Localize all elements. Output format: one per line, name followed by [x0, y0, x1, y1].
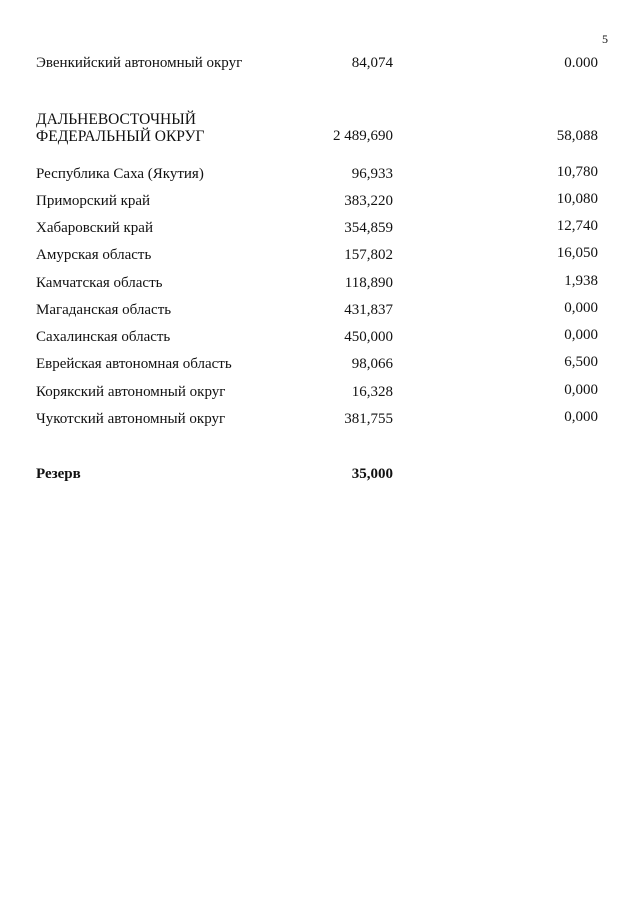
- district-total-value-2: 58,088: [556, 128, 598, 144]
- reserve-row: [0, 466, 640, 486]
- table-row: [0, 302, 640, 322]
- table-row: [0, 356, 640, 376]
- value-column-1: 450,000: [344, 329, 393, 345]
- value-column-1: 431,837: [344, 302, 393, 318]
- value-column-1: 98,066: [351, 356, 393, 372]
- district-heading-line-1: ДАЛЬНЕВОСТОЧНЫЙ: [36, 111, 196, 128]
- reserve-value: 35,000: [351, 466, 393, 482]
- value-column-1: 383,220: [344, 193, 393, 209]
- value-column-1: 354,859: [344, 220, 393, 236]
- table-row: [0, 329, 640, 349]
- region-name: Республика Саха (Якутия): [36, 166, 204, 182]
- value-column-2: 16,050: [556, 245, 598, 261]
- reserve-label: Резерв: [36, 466, 81, 482]
- value-column-2: 0,000: [564, 382, 598, 398]
- value-column-2: 6,500: [564, 354, 598, 370]
- value-column-2: 0,000: [564, 409, 598, 425]
- district-total-row: [0, 128, 640, 148]
- table-row: [0, 384, 640, 404]
- value-column-2: 10,780: [556, 164, 598, 180]
- value-column-2: 12,740: [556, 218, 598, 234]
- region-name: Хабаровский край: [36, 220, 153, 236]
- region-name: Чукотский автономный округ: [36, 411, 226, 427]
- value-column-1: 118,890: [344, 275, 393, 291]
- region-name: Еврейская автономная область: [36, 356, 232, 372]
- region-name: Сахалинская область: [36, 329, 171, 345]
- table-row: [0, 275, 640, 295]
- value-column-2: 0,000: [564, 300, 598, 316]
- value-column-1: 157,802: [344, 247, 393, 263]
- region-name: Магаданская область: [36, 302, 172, 318]
- region-name: Эвенкийский автономный округ: [36, 55, 243, 71]
- table-row-evenki: [0, 55, 640, 75]
- value-column-2: 10,080: [556, 191, 598, 207]
- value-column-2: 0.000: [564, 55, 598, 71]
- district-heading-line-2: ФЕДЕРАЛЬНЫЙ ОКРУГ: [36, 128, 205, 145]
- value-column-1: 381,755: [344, 411, 393, 427]
- table-row: [0, 166, 640, 186]
- value-column-2: 1,938: [564, 273, 598, 289]
- table-row: [0, 220, 640, 240]
- value-column-1: 16,328: [351, 384, 393, 400]
- district-total-value-1: 2 489,690: [333, 128, 393, 144]
- table-row: [0, 247, 640, 267]
- table-row: [0, 411, 640, 431]
- region-name: Камчатская область: [36, 275, 163, 291]
- page-number: 5: [602, 32, 608, 46]
- table-row: [0, 193, 640, 213]
- region-name: Корякский автономный округ: [36, 384, 226, 400]
- region-name: Приморский край: [36, 193, 151, 209]
- value-column-1: 96,933: [351, 166, 393, 182]
- value-column-1: 84,074: [351, 55, 393, 71]
- region-name: Амурская область: [36, 247, 152, 263]
- value-column-2: 0,000: [564, 327, 598, 343]
